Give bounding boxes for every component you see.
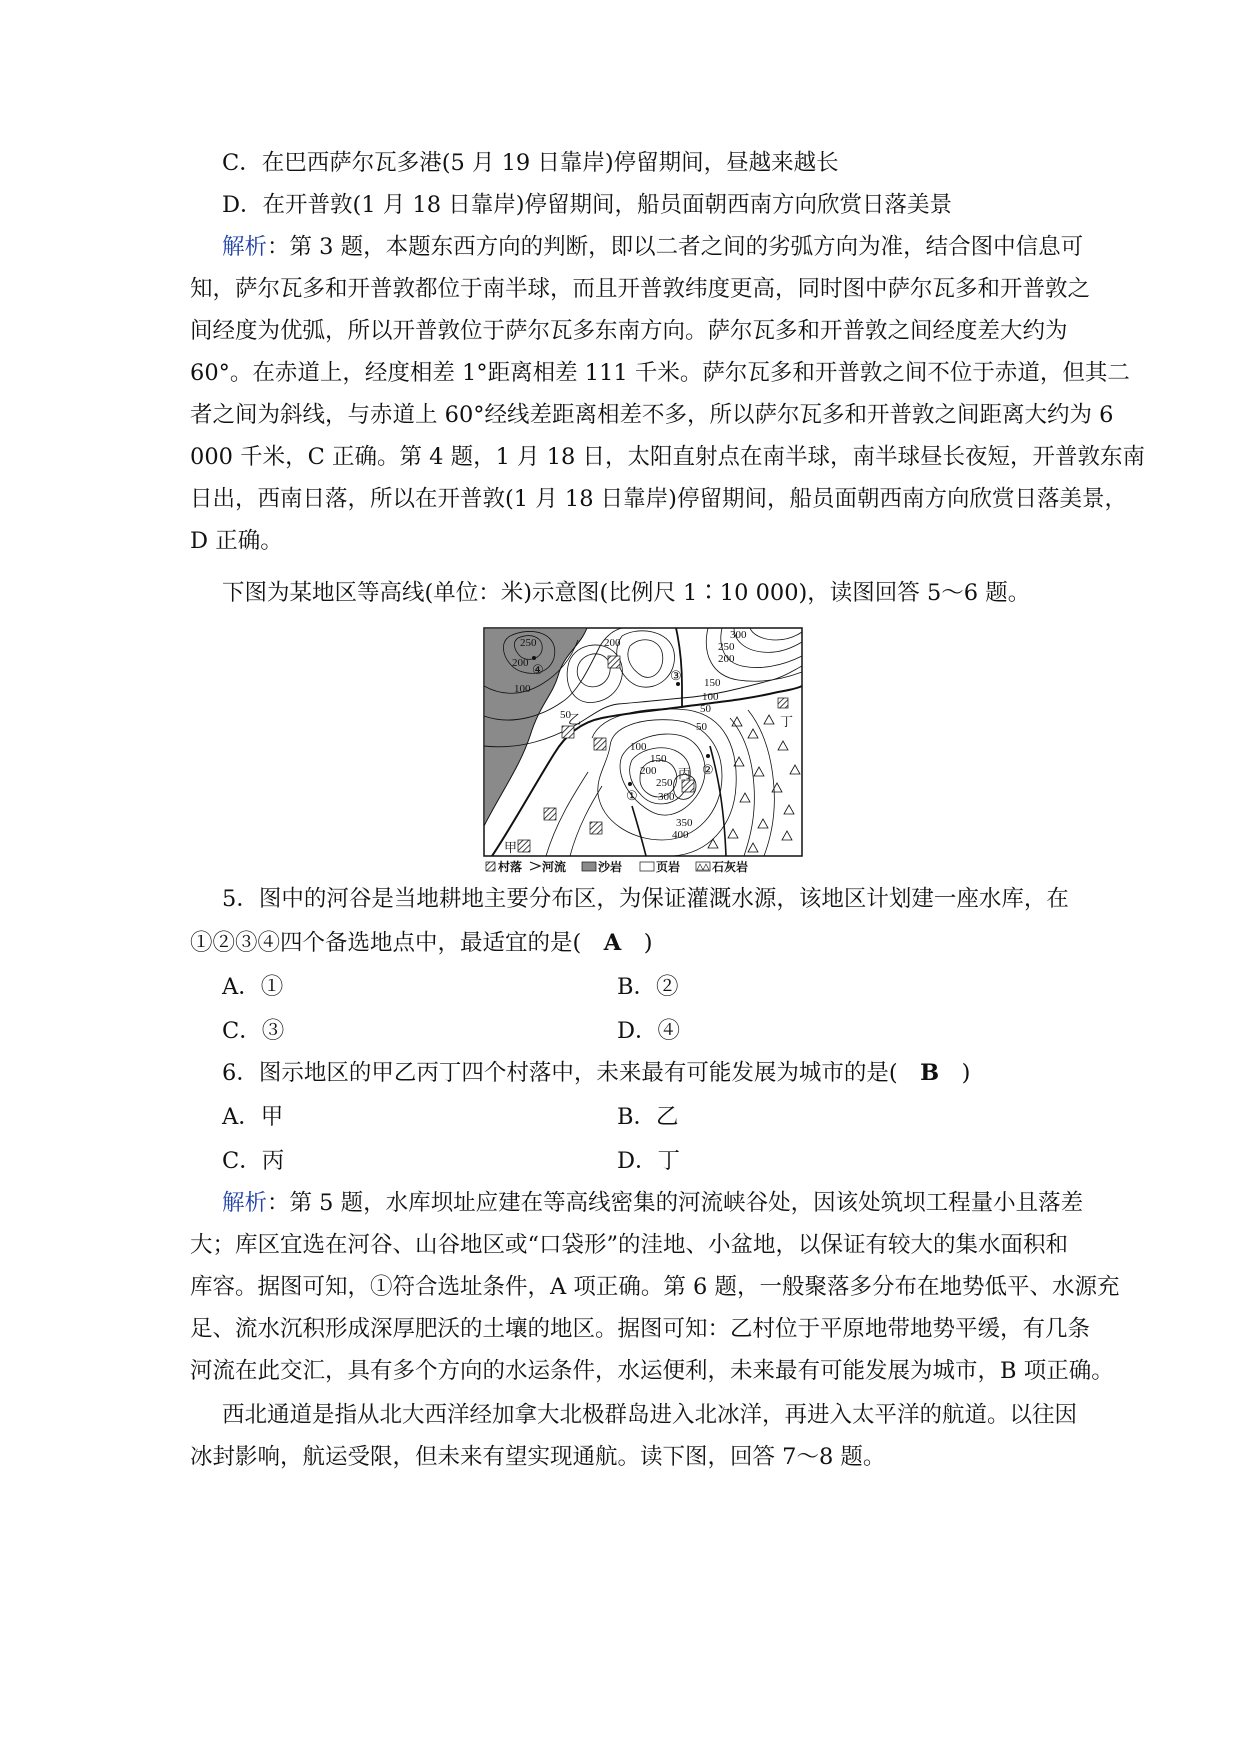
contour-label: 250 [718, 641, 735, 653]
contour-label: 200 [640, 765, 657, 777]
contour-label: 150 [650, 753, 667, 765]
contour-label: 250 [520, 637, 537, 649]
analysis1-line-6: 000 千米，C 正确。第 4 题，1 月 18 日，太阳直射点在南半球，南半球昼长夜短，开普敦东南 [190, 444, 1145, 470]
contour-label: 50 [560, 709, 571, 721]
analysis1-line-3: 间经度为优弧，所以开普敦位于萨尔瓦多东南方向。萨尔瓦多和开普敦之间经度差大约为 [190, 318, 1068, 344]
q4-option-c: C．在巴西萨尔瓦多港(5 月 19 日靠岸)停留期间，昼越来越长 [222, 150, 839, 176]
contour-label: 200 [718, 653, 735, 665]
legend-limestone: 石灰岩 [712, 860, 749, 874]
contour-map [482, 626, 804, 874]
legend-river: 河流 [542, 860, 567, 874]
contour-label: 300 [658, 791, 675, 803]
village-ding: 丁 [780, 714, 794, 729]
point-1: ① [626, 788, 638, 803]
q6-stem: 6．图示地区的甲乙丙丁四个村落中，未来最有可能发展为城市的是( B ) [222, 1060, 971, 1086]
village-bing: 丙 [678, 766, 692, 781]
point-4: ④ [532, 662, 544, 677]
contour-label: 250 [656, 777, 673, 789]
analysis1-line-4: 60°。在赤道上，经度相差 1°距离相差 111 千米。萨尔瓦多和开普敦之间不位于赤道，但其二 [190, 360, 1130, 386]
contour-label: 200 [604, 637, 621, 649]
contour-label: 300 [730, 629, 747, 641]
q6-option-c: C．丙 [222, 1148, 285, 1174]
contour-label: 350 [676, 817, 693, 829]
q6-option-b: B．乙 [617, 1104, 679, 1130]
analysis1-line-5: 者之间为斜线，与赤道上 60°经线差距离相差不多，所以萨尔瓦多和开普敦之间距离大约为 6 [190, 402, 1114, 428]
contour-label: 400 [672, 829, 689, 841]
analysis1-line-2: 知，萨尔瓦多和开普敦都位于南半球，而且开普敦纬度更高，同时图中萨尔瓦多和开普敦之 [190, 276, 1091, 302]
contour-label: 50 [696, 721, 707, 733]
point-2: ② [702, 762, 714, 777]
analysis2-line-2: 大；库区宜选在河谷、山谷地区或“口袋形”的洼地、小盆地，以保证有较大的集水面积和 [190, 1232, 1069, 1258]
village-yi: 乙 [568, 712, 582, 727]
legend-village: 村落 [498, 860, 523, 874]
contour-label: 150 [704, 677, 721, 689]
legend-shale: 页岩 [656, 860, 681, 874]
q5-option-d: D．④ [617, 1018, 681, 1044]
contour-label: 100 [630, 741, 647, 753]
q6-option-a: A．甲 [222, 1104, 284, 1130]
map-legend [486, 859, 748, 874]
village-jia: 甲 [504, 840, 518, 855]
q5-line-1: 5．图中的河谷是当地耕地主要分布区，为保证灌溉水源，该地区计划建一座水库，在 [222, 886, 1069, 912]
intro-q7-8-line-2: 冰封影响，航运受限，但未来有望实现通航。读下图，回答 7～8 题。 [190, 1444, 886, 1470]
analysis2-line-5: 河流在此交汇，具有多个方向的水运条件，水运便利，未来最有可能发展为城市，B 项正确。 [190, 1358, 1114, 1384]
q6-answer: B [920, 1060, 940, 1086]
analysis2-line-4: 足、流水沉积形成深厚肥沃的土壤的地区。据图可知：乙村位于平原地带地势平缓，有几条 [190, 1316, 1091, 1342]
contour-label: 100 [702, 691, 719, 703]
analysis2-line-1: 解析：第 5 题，水库坝址应建在等高线密集的河流峡谷处，因该处筑坝工程量小且落差 [222, 1190, 1084, 1216]
analysis1-line-8: D 正确。 [190, 528, 283, 554]
contour-label: 200 [512, 657, 529, 669]
analysis2-line-3: 库容。据图可知，①符合选址条件，A 项正确。第 6 题，一般聚落多分布在地势低平、水源充 [190, 1274, 1120, 1300]
contour-label: 100 [514, 683, 531, 695]
q5-answer: A [603, 930, 622, 956]
analysis1-line-1: 解析：第 3 题，本题东西方向的判断，即以二者之间的劣弧方向为准，结合图中信息可 [222, 234, 1084, 260]
intro-q7-8-line-1: 西北通道是指从北大西洋经加拿大北极群岛进入北冰洋，再进入太平洋的航道。以往因 [222, 1402, 1078, 1428]
contour-label: 50 [700, 703, 711, 715]
analysis1-line-7: 日出，西南日落，所以在开普敦(1 月 18 日靠岸)停留期间，船员面朝西南方向欣赏日落美景， [190, 486, 1127, 512]
q5-option-b: B．② [617, 974, 679, 1000]
q4-option-d: D．在开普敦(1 月 18 日靠岸)停留期间，船员面朝西南方向欣赏日落美景 [222, 192, 952, 218]
q5-line-2: ①②③④四个备选地点中，最适宜的是( A ) [190, 930, 653, 956]
q5-option-a: A．① [222, 974, 284, 1000]
q6-option-d: D．丁 [617, 1148, 681, 1174]
analysis-label: 解析 [222, 234, 268, 260]
point-3: ③ [670, 668, 682, 683]
q5-option-c: C．③ [222, 1018, 285, 1044]
legend-sandstone: 沙岩 [598, 860, 623, 874]
intro-q5-6: 下图为某地区等高线(单位：米)示意图(比例尺 1∶10 000)，读图回答 5～6 题。 [222, 580, 1031, 606]
analysis-label: 解析 [222, 1190, 268, 1216]
